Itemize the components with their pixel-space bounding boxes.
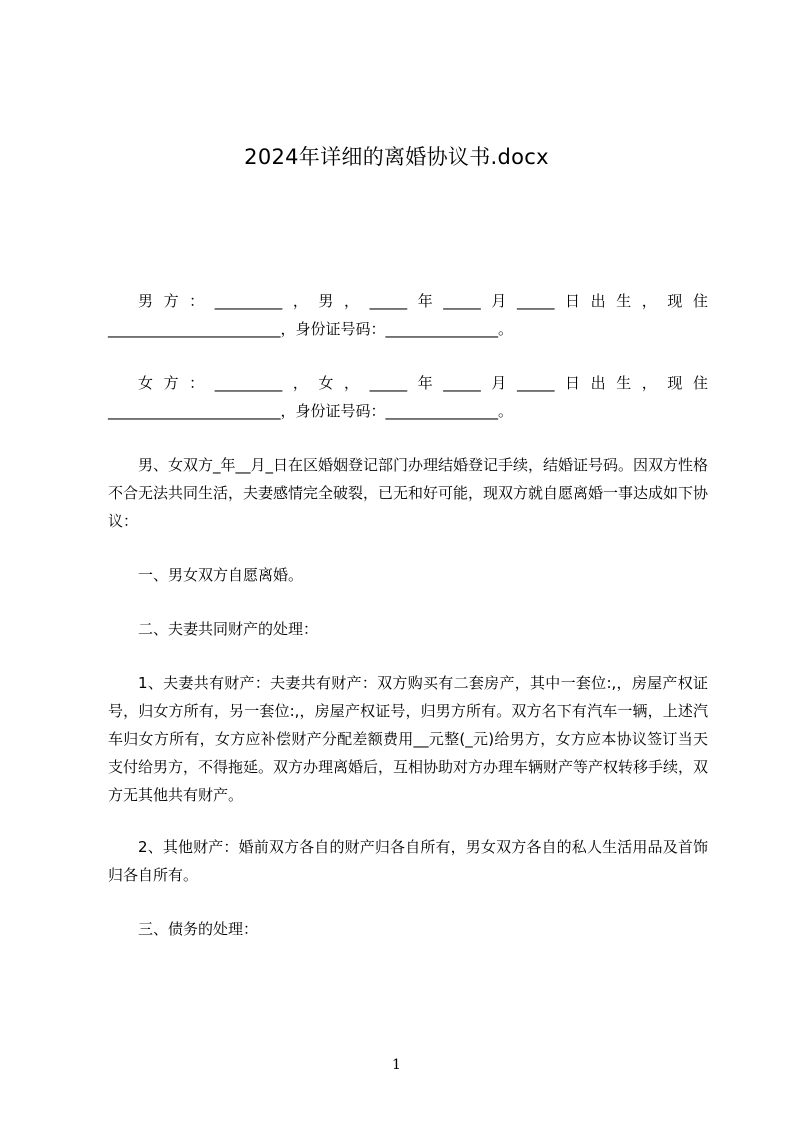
document-body: [108, 287, 708, 943]
document-title: 2024年详细的离婚协议书.docx: [244, 145, 549, 169]
clause-2-property-heading: 二、夫妻共同财产的处理：: [138, 620, 319, 638]
paragraph-wife-info: 女方：_________，女，_____年_____月_____日出生，现住_______________________，身份证号码：_______________。: [108, 374, 708, 420]
paragraph-preamble: 男、女双方_年__月_日在区婚姻登记部门办理结婚登记手续，结婚证号码。因双方性格不合无法共同生活，夫妻感情完全破裂，已无和好可能，现双方就自愿离婚一事达成如下协议：: [108, 456, 709, 530]
clause-3-debt-heading: 三、债务的处理：: [138, 920, 259, 938]
paragraph-husband-info: 男方：_________，男，_____年_____月_____日出生，现住_______________________，身份证号码：_______________。: [108, 292, 708, 338]
clause-2-2-other-property: 2、其他财产：婚前双方各自的财产归各自所有，男女双方各自的私人生活用品及首饰归各自所有。: [108, 838, 708, 884]
page-number: 1: [392, 1057, 401, 1073]
clause-1-voluntary-divorce: 一、男女双方自愿离婚。: [138, 566, 304, 584]
clause-2-1-joint-property: 1、夫妻共有财产：夫妻共有财产：双方购买有二套房产，其中一套位:,，房屋产权证号，归女方所有，另一套位:,，房屋产权证号，归男方所有。双方名下有汽车一辆，上述汽车归女方所有，女方应补偿财产分配差额费用__元整(_元)给男方，女方应本协议签订当天支付给男方，不得拖延。双方办理离婚后，互相协助对方办理车辆财产等产权转移手续，双方无其他共有财产。: [108, 674, 709, 804]
